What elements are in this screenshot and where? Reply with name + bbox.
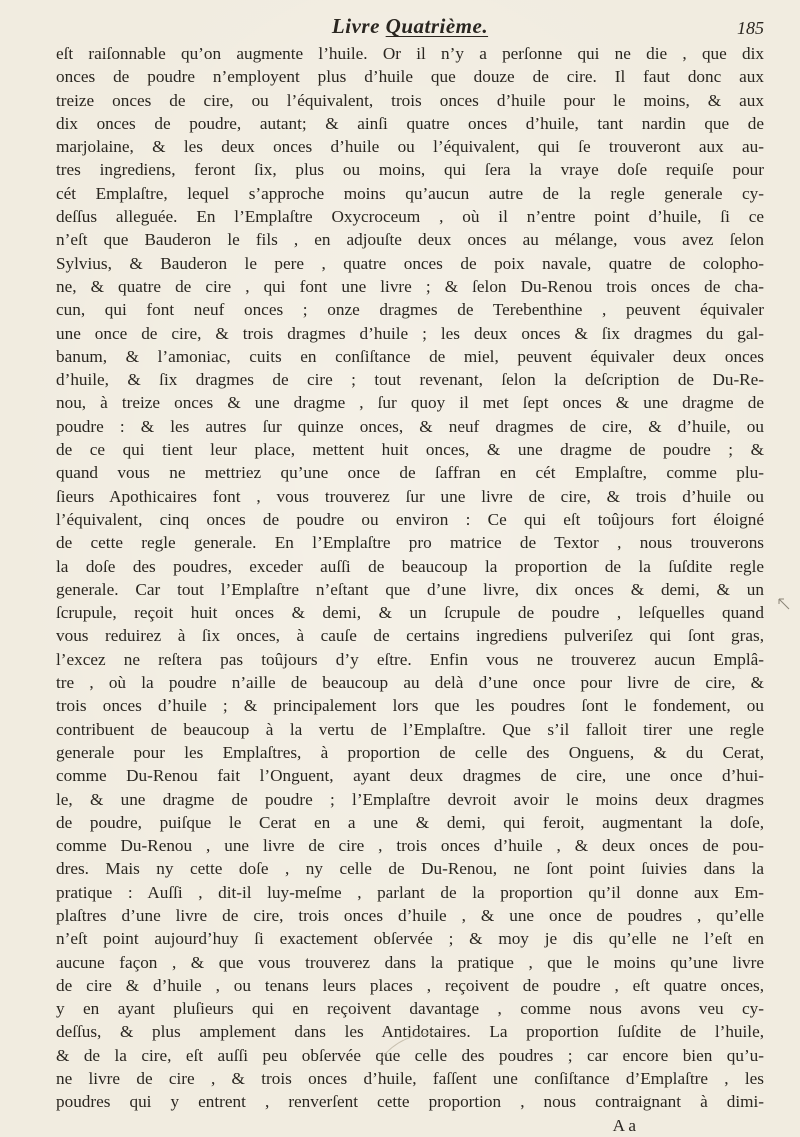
text-line: de cire & d’huile , ou tenans leurs places , reçoivent de poudre , eſt quatre onces, bbox=[56, 975, 764, 995]
text-line: de cette regle generale. En l’Emplaſtre pro matrice de Textor , nous trouverons bbox=[56, 533, 764, 553]
text-line: cun, qui font neuf onces ; onze dragmes de Terebenthine , peuvent équivaler bbox=[56, 300, 764, 320]
text-line: banum, & l’amoniac, cuits en conſiſtance de miel, peuvent équivaler deux onces bbox=[56, 346, 764, 366]
text-line: une once de cire, & trois dragmes d’huile ; les deux onces & ſix dragmes du gal- bbox=[56, 323, 764, 343]
running-head-book: Livre bbox=[331, 14, 380, 38]
page-number: 185 bbox=[737, 18, 764, 38]
running-head-part: Quatrième. bbox=[385, 14, 489, 38]
text-line: generale pour les Emplaſtres, à proportion de celle des Onguens, & du Cerat, bbox=[56, 742, 764, 762]
text-line: contribuent de beaucoup à la vertu de l’Emplaſtre. Que s’il falloit tirer une regle bbox=[56, 719, 764, 739]
text-line: pratique : Auſſi , dit-il luy-meſme , parlant de la proportion qu’il donne aux Em- bbox=[56, 882, 764, 902]
text-line: marjolaine, & les deux onces d’huile ou l’équivalent, qui ſe trouveront aux au- bbox=[56, 137, 764, 157]
text-line: ne livre de cire , & trois onces d’huile, faſſent une conſiſtance d’Emplaſtre , les bbox=[56, 1069, 764, 1089]
text-line: n’eſt point aujourd’huy ſi exactement obſervée ; & moy je dis qu’elle ne l’eſt en bbox=[56, 929, 764, 949]
text-line: tre , où la poudre n’aille de beaucoup au delà d’une once pour livre de cire, & bbox=[56, 673, 764, 693]
text-line: & de la cire, eſt auſſi peu obſervée que celle des poudres ; car encore bien qu’u- bbox=[56, 1045, 764, 1065]
ink-smudge-icon bbox=[380, 1030, 440, 1060]
text-line: comme Du-Renou , une livre de cire , trois onces d’huile , & deux onces de pou- bbox=[56, 836, 764, 856]
text-line: onces de poudre n’employent plus d’huile que douze de cire. Il faut donc aux bbox=[56, 67, 764, 87]
text-line: l’équivalent, cinq onces de poudre ou environ : Ce qui eſt toûjours fort éloigné bbox=[56, 509, 764, 529]
text-line: y en ayant pluſieurs qui en reçoivent davantage , comme nous avons veu cy- bbox=[56, 999, 764, 1019]
text-line: d’huile, & ſix dragmes de cire ; tout revenant, ſelon la deſcription de Du-Re- bbox=[56, 370, 764, 390]
text-line: Sylvius, & Bauderon le pere , quatre onces de poix navale, quatre de colopho- bbox=[56, 253, 764, 273]
text-line: de poudre, puiſque le Cerat en a une & demi, qui feroit, augmentant la doſe, bbox=[56, 812, 764, 832]
text-line: generale. Car tout l’Emplaſtre n’eſtant que d’une livre, dix onces & demi, & un bbox=[56, 579, 764, 599]
text-line: n’eſt que Bauderon le fils , en adjouſte deux onces au mélange, vous avez ſelon bbox=[56, 230, 764, 250]
text-line: aucune façon , & que vous trouverez dans la pratique , que le moins qu’une livre bbox=[56, 952, 764, 972]
text-line: poudre : & les autres ſur quinze onces, & neuf dragmes de cire, & d’huile, ou bbox=[56, 416, 764, 436]
text-line: la doſe des poudres, exceder auſſi de beaucoup la proportion de la ſuſdite regle bbox=[56, 556, 764, 576]
text-line: cét Emplaſtre, lequel s’approche moins qu’aucun autre de la regle generale cy- bbox=[56, 183, 764, 203]
text-line: plaſtres d’une livre de cire, trois onces d’huile , & une once de poudres , qu’elle bbox=[56, 905, 764, 925]
text-line: poudres qui y entrent , renverſent cette proportion , nous contraignant à dimi- bbox=[56, 1092, 764, 1112]
text-line: nou, à treize onces & une dragme , ſur quoy il met ſept onces & une dragme de bbox=[56, 393, 764, 413]
text-line: l’excez ne reſtera pas toûjours d’y eſtre. Enfin vous ne trouverez aucun Emplâ- bbox=[56, 649, 764, 669]
text-line: treize onces de cire, ou l’équivalent, trois onces d’huile pour le moins, & aux bbox=[56, 90, 764, 110]
text-line: trois onces d’huile ; & principalement lors que les poudres ſont le fondement, ou bbox=[56, 696, 764, 716]
text-line: ſcrupule, reçoit huit onces & demi, & un ſcrupule de poudre , leſquelles quand bbox=[56, 603, 764, 623]
text-line: le, & une dragme de poudre ; l’Emplaſtre devroit avoir le moins deux dragmes bbox=[56, 789, 764, 809]
text-line: deſſus, & plus amplement dans les Antidotaires. La proportion ſuſdite de l’huile, bbox=[56, 1022, 764, 1042]
text-line: ſieurs Apothicaires font , vous trouverez ſur une livre de cire, & trois d’huile ou bbox=[56, 486, 764, 506]
text-line: de ce qui tient leur place, mettent huit onces, & une dragme de poudre ; & bbox=[56, 440, 764, 460]
text-line: quand vous ne mettriez qu’une once de ſaffran en cét Emplaſtre, comme plu- bbox=[56, 463, 764, 483]
running-head bbox=[56, 14, 764, 39]
catchword: A a bbox=[612, 1115, 636, 1135]
text-line: deſſus alleguée. En l’Emplaſtre Oxycroceum , où il n’entre point d’huile, ſi ce bbox=[56, 207, 764, 227]
text-line: vous reduirez à ſix onces, à cauſe de certains ingrediens pulveriſez qui ſont gras, bbox=[56, 626, 764, 646]
text-line: ne, & quatre de cire , qui font une livre ; & ſelon Du-Renou trois onces de cha- bbox=[56, 276, 764, 296]
text-line: tres ingrediens, feront ſix, plus ou moins, qui ſera la vraye doſe requiſe pour bbox=[56, 160, 764, 180]
text-line: dix onces de poudre, autant; & ainſi quatre onces d’huile, tant nardin que de bbox=[56, 113, 764, 133]
margin-mark-icon bbox=[778, 598, 790, 610]
text-line: eſt raiſonnable qu’on augmente l’huile. Or il n’y a perſonne qui ne die , que dix bbox=[56, 44, 764, 63]
text-line: comme Du-Renou fait l’Onguent, ayant deux dragmes de cire, une once d’hui- bbox=[56, 766, 764, 786]
text-line: dres. Mais ny cette doſe , ny celle de Du-Renou, ne ſont point ſuivies dans la bbox=[56, 859, 764, 879]
body-text bbox=[56, 42, 764, 1137]
